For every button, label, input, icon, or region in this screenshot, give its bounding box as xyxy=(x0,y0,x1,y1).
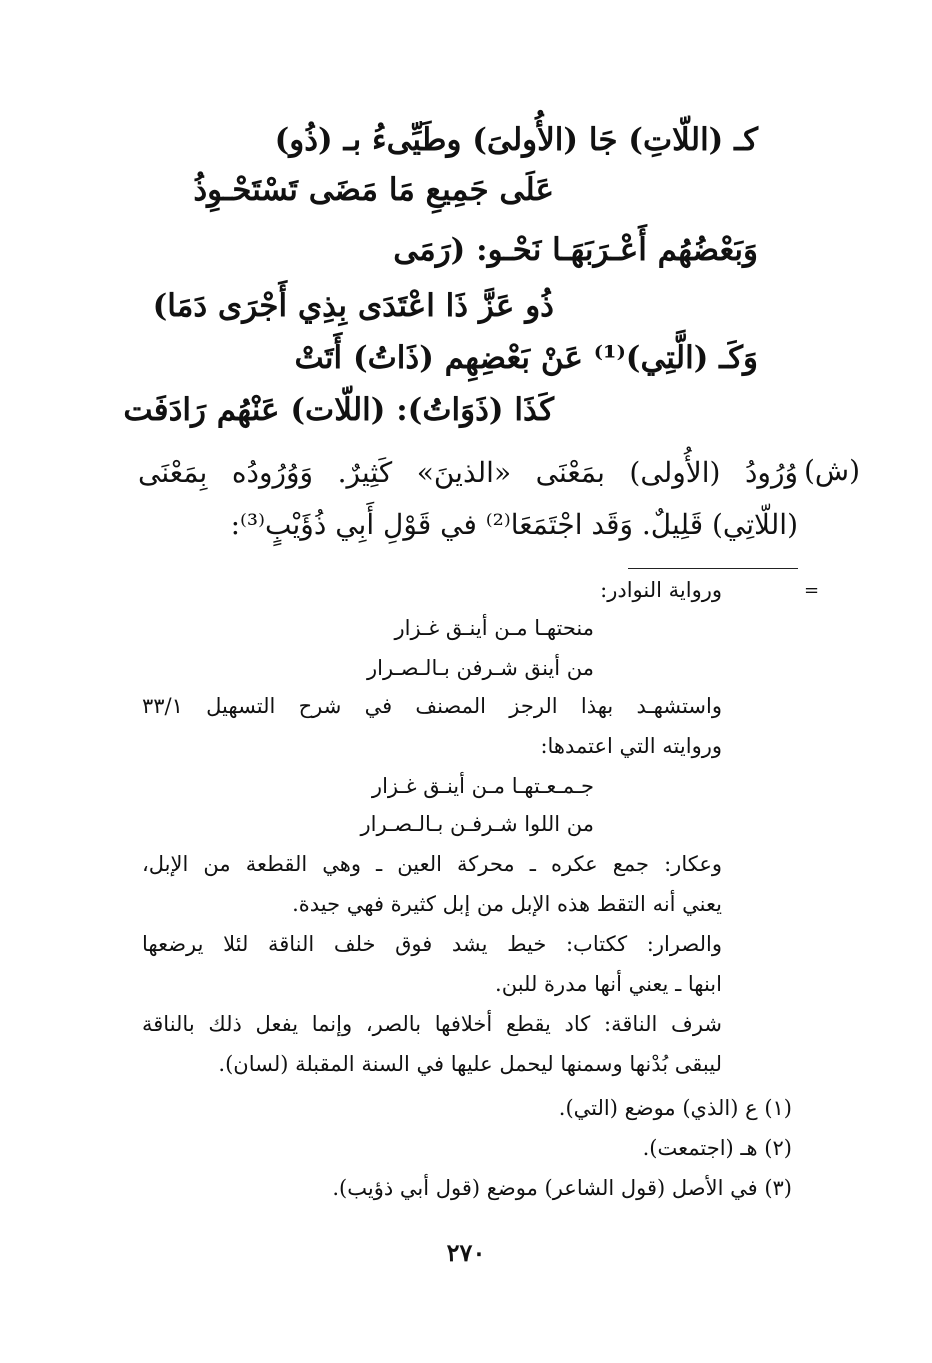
footnote-line: واستشهـد بهذا الرجز المصنف في شرح التسهيل ٣٣/١ xyxy=(142,694,722,718)
sharh-line: وُرُودُ (الأُولى) بمَعْنَى «الذينَ» كَثِيرٌ. وَوُرُودُه بِمَعْنَى xyxy=(138,456,798,489)
footnote-line: ليبقى بُدْنها وسمنها ليحمل عليها في السنة المقبلة (لسان). xyxy=(218,1052,722,1076)
verse-line: وَبَعْضُهُم أَعْـرَبَهَـا نَحْـو: (رَمَى xyxy=(393,232,758,268)
footnote-separator xyxy=(628,568,798,569)
footnote-line: يعني أنه التقط هذه الإبل من إبل كثيرة فهي جيدة. xyxy=(292,892,722,916)
verse-line: كَذَا (ذَوَاتُ): (اللّات) عَنْهُم رَادَفَت xyxy=(123,392,554,428)
sharh-line: (اللّاتِي) قَلِيلٌ. وَقَد اجْتَمَعَا⁽²⁾ في قَوْلِ أَبِي ذُؤَيْبٍ⁽³⁾: xyxy=(230,508,798,541)
continuation-mark: = xyxy=(804,580,820,601)
footnote-line: شرف الناقة: كاد يقطع أخلافها بالصر، وإنما يفعل ذلك بالناقة xyxy=(142,1012,722,1036)
footnote-verse: منحتهـا مـن أينـق غـزار xyxy=(394,616,594,640)
footnote-line: ورواية النوادر: xyxy=(600,578,722,602)
footnote-item: (٣) في الأصل (قول الشاعر) موضع (قول أبي ذؤيب). xyxy=(332,1176,792,1200)
page-number: ٢٧٠ xyxy=(446,1238,486,1267)
footnote-line: ابنها ـ يعني أنها مدرة للبن. xyxy=(495,972,722,996)
verse-line: عَلَى جَمِيعِ مَا مَضَى تَسْتَحْـوِذُ xyxy=(193,172,554,208)
footnote-verse: جـمـعـتهـا مـن أينـق غـزار xyxy=(371,774,594,798)
footnote-item: (١) ع (الذي) موضع (التي). xyxy=(558,1096,792,1120)
footnote-line: وروايته التي اعتمدها: xyxy=(540,734,722,758)
verse-line: ذُو عَزَّ ذَا اعْتَدَى بِذِي أَجْرَى دَمَا) xyxy=(152,288,554,324)
footnote-item: (٢) هـ (اجتمعت). xyxy=(642,1136,792,1160)
sharh-marker: (ش) xyxy=(803,454,860,487)
footnote-verse: من اللوا شـرفـن بـالـصـرار xyxy=(360,812,594,836)
verse-line: كـ (اللّاتِ) جَا (الأُولىَ) وطَيِّىءُ بـ (ذُو) xyxy=(274,122,758,158)
verse-line: وَكَـ (الَّتِي)⁽¹⁾ عَنْ بَعْضِهِم (ذَاتُ) أَتَتْ xyxy=(294,340,758,376)
footnote-verse: من أينق شـرفن بـالـصـرار xyxy=(366,656,594,680)
footnote-line: وعكار: جمع عكره ـ محركة العين ـ وهي القطعة من الإبل، xyxy=(142,852,722,876)
footnote-line: والصرار: ككتاب: خيط يشد فوق خلف الناقة لئلا يرضعها xyxy=(142,932,722,956)
